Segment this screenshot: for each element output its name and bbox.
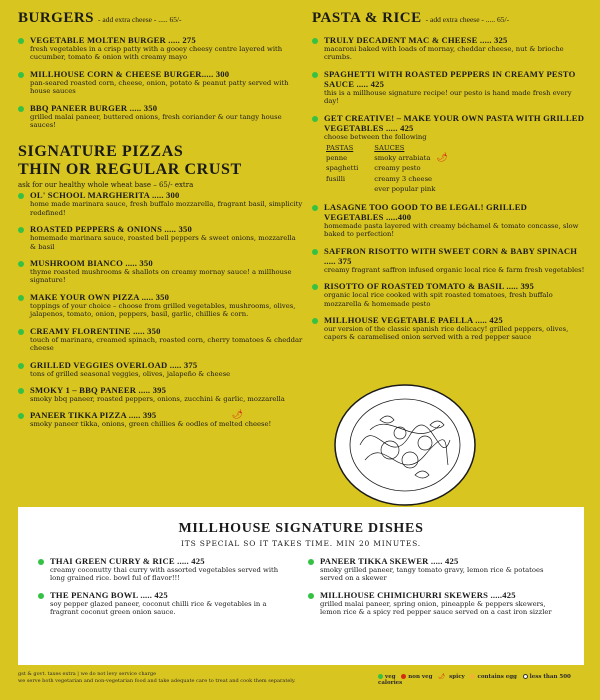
menu-item-name: MILLHOUSE VEGETABLE PAELLA ..... 425 (324, 315, 503, 326)
veg-dot-icon (18, 72, 24, 78)
menu-item (18, 258, 303, 285)
menu-item-name: PANEER TIKKA SKEWER ..... 425 (320, 556, 459, 566)
menu-item (312, 281, 587, 308)
menu-item-description: smoky paneer tikka, onions, green chillies & oodles of melted cheese! (30, 420, 272, 429)
signature-dishes-panel (18, 507, 584, 665)
menu-item-name: TRULY DECADENT MAC & CHEESE ..... 325 (324, 35, 508, 45)
menu-item-name: ROASTED PEPPERS & ONIONS ..... 350 (30, 224, 192, 235)
menu-item-description: homemade marinara sauce, roasted bell peppers & sweet onions, mozzarella & basil (30, 234, 296, 251)
veg-dot-icon (18, 193, 24, 199)
footer-note: gst & govt. taxes extra | we do not levy service charge we serve both vegetarian and non-vegetarian food and take adequate care to treat and cook them separately. (18, 671, 296, 684)
menu-item-name: THE PENANG BOWL ..... 425 (50, 589, 168, 600)
menu-item-description: creamy fragrant saffron infused organic local rice & farm fresh vegetables! (324, 265, 585, 274)
pizzas-heading: SIGNATURE PIZZAS THIN OR REGULAR CRUST (18, 143, 242, 179)
signature-right-list (308, 549, 563, 617)
pasta-list-2 (312, 202, 587, 342)
right-column (312, 10, 587, 342)
egg-icon (470, 674, 475, 679)
menu-item-description: smoky bbq paneer, roasted peppers, onions, zucchini & garlic, mozzarella (30, 394, 285, 403)
menu-item-description: our version of the classic spanish rice delicacy! grilled peppers, olives, capers & caramelised onion served with a red pepper sauce (324, 325, 569, 342)
choice-row: spaghetti creamy pesto (326, 164, 421, 173)
choice-row: penne smoky arrabiata 🌶 (326, 153, 448, 164)
menu-item-name: GET CREATIVE! – MAKE YOUR OWN PASTA WITH GRILLED VEGETABLES ..... 425 (324, 112, 585, 133)
menu-item-name: MILLHOUSE CHIMICHURRI SKEWERS .....425 (320, 589, 516, 600)
veg-dot-icon (312, 72, 318, 78)
menu-item (312, 113, 587, 141)
choice-row: ever popular pink (374, 184, 436, 193)
veg-dot-icon (308, 593, 314, 599)
menu-item (18, 190, 303, 217)
choice-row: fusilli creamy 3 cheese (326, 174, 433, 183)
menu-item (18, 292, 303, 319)
menu-item (308, 556, 563, 583)
menu-item-description: tons of grilled seasonal veggies, olives, jalapeño & cheese (30, 369, 231, 378)
menu-item-name: PANEER TIKKA PIZZA ..... 395 (30, 410, 157, 421)
menu-item-name: GRILLED VEGGIES OVERLOAD ..... 375 (30, 359, 198, 370)
menu-item (312, 315, 587, 342)
menu-item (18, 410, 303, 428)
veg-dot-icon (308, 559, 314, 565)
menu-item-name: CREAMY FLORENTINE ..... 350 (30, 325, 161, 336)
veg-dot-icon (312, 284, 318, 290)
signature-title: MILLHOUSE SIGNATURE DISHES (178, 521, 424, 536)
nonveg-icon (401, 674, 406, 679)
menu-item-description: creamy coconutty thai curry with assorted vegetables served with long grained rice. bowl ful of flavor!!! (50, 566, 279, 583)
pastas-header: PASTAS (326, 144, 354, 153)
menu-item (312, 35, 587, 62)
menu-item (18, 360, 303, 378)
veg-dot-icon (18, 413, 24, 419)
menu-item-name: BBQ PANEER BURGER ..... 350 (30, 102, 158, 113)
menu-item-description: choose between the following (324, 132, 427, 141)
burgers-heading: BURGERS - add extra cheese - ..... 65/- (18, 10, 182, 26)
pizza-list (18, 190, 303, 428)
veg-dot-icon (18, 295, 24, 301)
veg-dot-icon (18, 329, 24, 335)
menu-item (308, 590, 563, 617)
veg-icon (378, 674, 383, 679)
veg-dot-icon (18, 106, 24, 112)
chili-icon: 🌶 (438, 674, 446, 680)
menu-item-description: home made marinara sauce, fresh buffalo mozzarella, fragrant basil, simplicity redefined! (30, 200, 303, 217)
menu-item-description: soy pepper glazed paneer, coconut chilli rice & vegetables in a fragrant coconut green onion sauce. (50, 599, 267, 617)
veg-dot-icon (18, 38, 24, 44)
veg-dot-icon (312, 116, 318, 122)
menu-item (312, 202, 587, 239)
pizzas-note: ask for our healthy whole wheat base – 65/- extra (18, 181, 194, 190)
menu-item-description: thyme roasted mushrooms & shallots on creamy mornay sauce! a millhouse signature! (30, 268, 292, 285)
menu-item-description: toppings of your choice – choose from grilled vegetables, mushrooms, olives, jalapenos, tomato, onion, peppers, basil, garlic, chillies & corn. (30, 301, 296, 319)
burger-list (18, 35, 303, 129)
pasta-heading: PASTA & RICE - add extra cheese - ..... 65/- (312, 10, 510, 26)
veg-dot-icon (18, 227, 24, 233)
veg-dot-icon (18, 261, 24, 267)
veg-dot-icon (312, 205, 318, 211)
menu-item-name: THAI GREEN CURRY & RICE ..... 425 (50, 556, 205, 566)
pasta-choice-table (324, 142, 464, 195)
menu-item (18, 326, 303, 353)
veg-dot-icon (312, 38, 318, 44)
menu-item (38, 556, 293, 583)
menu-item-name: MUSHROOM BIANCO ..... 350 (30, 258, 153, 269)
veg-dot-icon (312, 318, 318, 324)
pasta-list (312, 35, 587, 141)
menu-item (18, 224, 303, 251)
menu-item-name: RISOTTO OF ROASTED TOMATO & BASIL ..... 395 (324, 281, 534, 292)
left-column (18, 10, 303, 429)
menu-item (312, 246, 587, 274)
legend: veg non veg 🌶 spicy contains egg less than 500 calories (378, 674, 571, 686)
menu-item-description: fresh vegetables in a crisp patty with a gooey cheesy centre layered with cucumber, tomato & onion with creamy mayo (30, 45, 283, 62)
menu-item-name: SMOKY 1 – BBQ PANEER ..... 395 (30, 384, 167, 395)
menu-item-description: touch of marinara, creamed spinach, roasted corn, cherry tomatoes & cheddar cheese (30, 335, 303, 353)
menu-item (38, 590, 293, 617)
veg-dot-icon (18, 388, 24, 394)
chili-icon: 🌶 (231, 410, 243, 421)
menu-item-description: macaroni baked with loads of mornay, cheddar cheese, nut & brioche crumbs. (324, 45, 564, 62)
menu-item-name: OL' SCHOOL MARGHERITA ..... 300 (30, 190, 180, 201)
signature-left-list (38, 549, 293, 617)
menu-item-name: SPAGHETTI WITH ROASTED PEPPERS IN CREAMY PESTO SAUCE ..... 425 (324, 68, 576, 89)
pasta-bowl-illustration (330, 375, 480, 510)
menu-item (18, 35, 303, 62)
veg-dot-icon (312, 249, 318, 255)
menu-item-description: grilled malai paneer, buttered onions, fresh coriander & our tangy house sauces! (30, 112, 282, 130)
menu-item (18, 69, 303, 96)
veg-dot-icon (38, 593, 44, 599)
chili-icon: 🌶 (436, 153, 448, 164)
menu-item (312, 69, 587, 106)
menu-item-description: organic local rice cooked with spit roasted tomatoes, fresh buffalo mozzarella & homemade pesto (324, 291, 553, 308)
menu-item-description: homemade pasta layered with creamy béchamel & tomato concasse, slow baked to perfection! (324, 222, 579, 239)
menu-item-description: this is a millhouse signature recipe! our pesto is hand made fresh every day! (324, 88, 572, 106)
menu-item-name: VEGETABLE MOLTEN BURGER ..... 275 (30, 35, 196, 45)
menu-item-description: grilled malai paneer, spring onion, pineapple & peppers skewers, lemon rice & a spicy red pepper sauce served on a cast iron sizzler (320, 599, 552, 617)
veg-dot-icon (18, 363, 24, 369)
calorie-icon (523, 674, 528, 679)
menu-item-name: SAFFRON RISOTTO WITH SWEET CORN & BABY SPINACH ..... 375 (324, 245, 578, 266)
signature-subtitle: ITS SPECIAL SO IT TAKES TIME. MIN 20 MINUTES. (181, 539, 421, 548)
menu-item-name: MAKE YOUR OWN PIZZA ..... 350 (30, 291, 170, 302)
menu-item (18, 385, 303, 403)
menu-item-name: LASAGNE TOO GOOD TO BE LEGAL! GRILLED VEGETABLES .....400 (324, 202, 528, 223)
menu-item-name: MILLHOUSE CORN & CHEESE BURGER..... 300 (30, 68, 230, 79)
menu-item-description: pan-seared roasted corn, cheese, onion, potato & peanut patty served with house sauces (30, 78, 289, 96)
veg-dot-icon (38, 559, 44, 565)
menu-item-description: smoky grilled paneer, tangy tomato gravy, lemon rice & potatoes served on a skewer (320, 566, 544, 583)
sauces-header: SAUCES (374, 144, 405, 153)
menu-item (18, 103, 303, 130)
